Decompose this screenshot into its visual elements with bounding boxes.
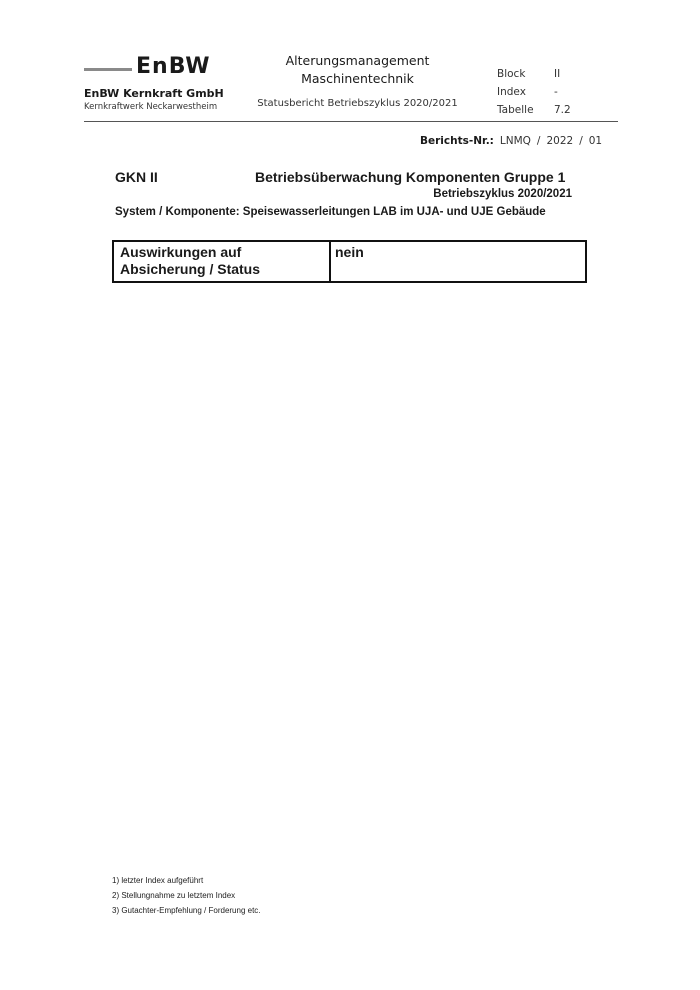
plant-code: GKN II [115,169,158,185]
title-line-1: Alterungsmanagement [285,53,430,68]
status-value-cell: nein [335,244,364,260]
footnotes [112,873,261,918]
status-table [112,240,587,283]
company-logo: EnBW [136,54,211,79]
meta-row-tabelle [497,104,584,122]
title-line-2: Maschinentechnik [301,71,414,86]
report-number-label: Berichts-Nr.: [420,135,494,147]
plant-name: Kernkraftwerk Neckarwestheim [84,102,218,112]
status-label-line-1: Auswirkungen auf [120,244,242,260]
logo-swoosh [84,68,132,71]
section-heading: Betriebsüberwachung Komponenten Gruppe 1 [255,169,566,185]
footnote-1: 1) letzter Index aufgeführt [112,876,204,885]
header-divider [84,121,618,122]
report-number-part-2: 2022 [546,135,574,147]
footnote-2: 2) Stellungnahme zu letztem Index [112,891,236,900]
meta-key: Tabelle [497,104,534,116]
meta-value: II [554,68,561,80]
status-label-cell [114,242,331,281]
meta-key: Block [497,68,526,80]
meta-row-index [497,86,584,104]
separator: / [536,135,541,147]
header-meta-table [497,68,584,122]
operating-cycle: Betriebszyklus 2020/2021 [433,188,572,200]
meta-value: - [554,86,558,98]
document-title [240,52,475,88]
separator: / [579,135,583,147]
meta-key: Index [497,86,526,98]
footnote-3: 3) Gutachter-Empfehlung / Forderung etc. [112,906,261,915]
report-number-part-3: 01 [588,135,603,147]
system-component: System / Komponente: Speisewasserleitungen LAB im UJA- und UJE Gebäude [115,206,546,218]
company-name: EnBW Kernkraft GmbH [84,87,224,100]
report-number [420,135,602,147]
report-number-part-1: LNMQ [499,135,531,147]
status-label-line-2: Absicherung / Status [120,261,261,277]
meta-value: 7.2 [554,104,571,116]
document-subtitle: Statusbericht Betriebszyklus 2020/2021 [257,98,458,109]
meta-row-block [497,68,584,86]
